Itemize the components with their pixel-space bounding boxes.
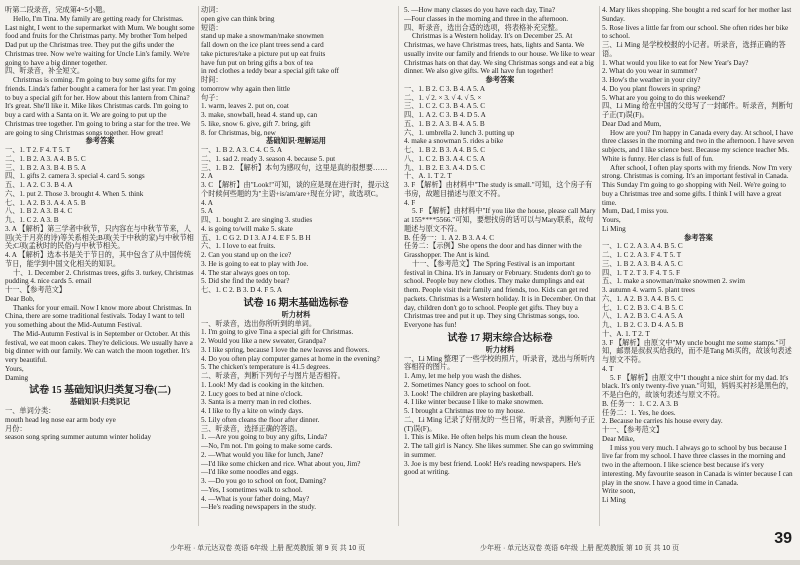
text-line: Daming: [5, 373, 29, 382]
text-line: 3. F 【解析】由材料中"The study is small."可知，这个房子有书房，故题目描述与原文不符。: [404, 181, 593, 198]
text-line: 一、单词分类：: [5, 407, 56, 415]
column-2: [201, 6, 391, 526]
text-line: 5. A: [201, 207, 213, 216]
text-line: 十、1. December 2. Christmas trees, gifts 3. turkey, Christmas pudding 4. nice cards 5. email: [5, 268, 194, 286]
text-line: 四、1. gifts 2. camera 3. special 4. card 5. songs: [5, 172, 145, 181]
text-line: 二、1. sad 2. ready 3. season 4. because 5. put: [201, 154, 336, 163]
text-line: 一、1. C 2. A 3. A 4. B 5. C: [602, 242, 683, 251]
text-line: 2. Sometimes Nancy goes to school on foot.: [404, 380, 531, 389]
text-line: stand up make a snowman/make snowmen: [201, 32, 324, 41]
text-line: Li Ming: [602, 496, 626, 504]
text-line: 短语：: [201, 23, 223, 32]
column-divider: [599, 6, 600, 526]
text-line: 基础知识·理解运用: [266, 137, 326, 146]
text-line: 二、Li Ming 记录了好朋友的一些日常，听录音，判断句子正(T)误(F)。: [404, 415, 595, 433]
text-line: 二、1. C 2. A 3. F 4. T 5. T: [602, 251, 682, 259]
text-line: Write soon,: [602, 487, 636, 496]
text-line: Dear Bob,: [5, 294, 35, 303]
footer-left: 少年班 · 单元达双卷 英语 6年级 上册 配英教版 第 9 页 共 10 页: [170, 545, 366, 552]
text-line: Dear Mike,: [602, 434, 635, 443]
text-line: 五、1. A 2. C 3. B 4. A: [5, 181, 73, 189]
text-line: 二、1. B 2. A 3. A 4. B 5. C: [5, 154, 86, 163]
text-line: 参考答案: [485, 76, 515, 84]
text-line: 四、听录音，补全短文。: [5, 67, 85, 76]
text-line: 3. F 【解析】由原文中"My uncle bought me some stamps."可知，邮票是叔叔买给我的，而不是Tang Mi买的，故该句表述与原文不符。: [602, 338, 792, 364]
text-line: Li Ming: [602, 224, 626, 233]
text-line: 3. autumn 4. warm 5. plant trees: [602, 286, 695, 294]
text-line: —I'd like some chicken and rice. What about you, Jim?: [201, 459, 361, 468]
column-4: [602, 6, 795, 526]
text-line: 2. Can you stand up on the ice?: [201, 251, 292, 259]
text-line: 1. warm, leaves 2. put on, coat: [201, 102, 289, 111]
text-line: 一、1. B 2. C 3. B 4. A 5. A: [404, 84, 486, 93]
text-line: 时间：: [201, 76, 223, 84]
text-line: 3. Santa is a merry man in red clothes.: [201, 398, 312, 407]
text-line: 5. F 【解析】由原文中"I thought a nice shirt for my dad. It's black. It's only twenty-five yuan."可知，妈妈买衬衫是黑色的，不是白色的，故该句表述与原文不符。: [602, 373, 794, 399]
text-line: 三、Li Ming 是学校校报的小记者。听录音，选择正确的答语。: [602, 41, 786, 58]
text-line: 4. —What is your father doing, May?: [201, 494, 310, 503]
text-line: 二、听录音，判断下列句子与图片是否相符。: [201, 372, 345, 380]
text-line: 4. A 【解析】选本书是关于节日的，其中包含了从中国传统节日，能学到中国文化相关的知识。: [5, 251, 191, 268]
text-line: 三、1. B 2. 【解析】本句为感叹句，这里是真的很想要……: [201, 163, 388, 172]
text-line: 任务二：【示例】She opens the door and has dinner with the Grasshopper. The Ant is kind.: [404, 242, 582, 259]
text-line: I miss you very much. I always go to school by bus because I live far from my school. I have three classes in the morning and two in the afternoon. I like science best because it's very interesting. My favourite season in Canada is winter because I can play in the snow. I have a good time in Canada.: [602, 443, 793, 487]
text-line: 七、1. B 2. B 3. A 4. B 5. C: [404, 146, 486, 154]
text-line: Mum, Dad, I miss you.: [602, 207, 669, 216]
text-line: have fun put on bring gifts a box of tea: [201, 58, 313, 67]
text-line: 8. for Christmas, big, new: [201, 128, 276, 137]
text-line: 六、1. put 2. Those 3. brought 4. When 5. think: [5, 189, 144, 198]
text-line: 任务二：1. Yes, he does.: [602, 408, 676, 417]
text-line: 1. What would you like to eat for New Year's Day?: [602, 58, 749, 67]
text-line: 一、听录音，选出你所听到的单词。: [201, 319, 317, 328]
text-line: 4. is going to/will make 5. skate: [201, 224, 293, 233]
text-line: Christmas is a Western holiday. It's on December 25. At Christmas, we have Christmas trees, hats, lights and Santa. We usually invite our family and friends to our house. We like to wear Christmas hats on that day. We sing Christmas songs and eat a big dinner. We also give gifts. We all have fun together!: [404, 32, 595, 76]
text-line: 七、1. A 2. B 3. A 4. A 5. B: [5, 198, 86, 207]
text-line: 十、A. 1. T 2. T: [602, 329, 650, 338]
text-line: 听第二段录音，完成第4~5小题。: [5, 6, 110, 14]
text-line: 2. The tall girl is Nancy. She likes summer. She can go swimming in summer.: [404, 442, 594, 459]
text-line: 试卷 15 基础知识归类复习卷(二): [29, 385, 171, 397]
text-line: 3. A 【解析】第三学者中秋节，只内容在与中秋节节来，人回(关于月亮的诗)等关系相关;B项(关于中秋的家)与中秋节相关;C项(孟秋时的民俗)与中秋节相关。: [5, 224, 194, 251]
text-line: 一、1. T 2. F 4. T 5. T: [5, 146, 71, 154]
text-line: 5. I brought a Christmas tree to my house.: [404, 407, 525, 415]
text-line: 月份：: [5, 424, 27, 433]
text-line: 3. How's the weather in your city?: [602, 76, 701, 84]
text-line: 3. Joe is my best friend. Look! He's reading newspapers. He's good at writing.: [404, 459, 581, 477]
text-line: 1. This is Mike. He often helps his mum clean the house.: [404, 433, 568, 442]
text-line: 三、1. B 2. A 3. B 4. A 5. C: [602, 259, 683, 268]
page-gutter: [398, 6, 399, 526]
text-line: 5. The chicken's temperature is 41.5 degrees.: [201, 363, 331, 372]
text-line: 5. —How many classes do you have each day, Tina?: [404, 6, 556, 14]
text-line: season song spring summer autumn winter holiday: [5, 433, 152, 442]
text-line: 3. make, snowball, head 4. stand up, can: [201, 111, 318, 119]
text-line: 九、1. C 2. A 3. B: [5, 216, 59, 224]
text-line: 九、1. B 2. E 3. A 4. D 5. C: [404, 163, 486, 172]
text-line: 基础知识·归类识记: [70, 398, 130, 407]
text-line: 七、1. C 2. B 3. D 4. F 5. A: [201, 286, 283, 294]
text-line: 1. Amy, let me help you wash the dishes.: [404, 372, 522, 380]
text-line: 三、听录音，选择正确的答语。: [201, 424, 302, 433]
text-line: tomorrow why again then little: [201, 84, 291, 93]
text-line: 三、1. C 2. C 3. B 4. A 5. C: [404, 102, 486, 111]
text-line: 四、听录音，选出合适的选项，将表格补充完整。: [404, 23, 563, 32]
page-number: 39: [774, 530, 792, 547]
text-line: 3. He is going to eat to play with Joe.: [201, 259, 309, 268]
text-line: open give can think bring: [201, 14, 275, 23]
text-line: 4. I like winter because I like to make snowmen.: [404, 398, 544, 407]
text-line: 参考答案: [684, 233, 713, 242]
text-line: 4. Do you often play computer games at home in the evening?: [201, 354, 380, 363]
text-line: The Mid-Autumn Festival is in September or October. At this festival, we eat moon cakes. They're delicious. We usually have a big dinner with our family. We can watch the moon together. It's very beautiful.: [5, 329, 193, 364]
text-line: 5. What are you going to do this weekend?: [602, 93, 726, 102]
text-line: B. 任务一：1. A 2. B 3. A 4. C: [404, 233, 495, 242]
text-line: 试卷 17 期末综合达标卷: [447, 332, 553, 344]
text-line: 三、1. B 2. A 3. B 4. B 5. A: [5, 163, 87, 172]
text-line: 八、1. B 2. A 3. B 4. C: [5, 207, 73, 216]
text-line: 八、1. C 2. B 3. A 4. C 5. A: [404, 154, 486, 163]
text-line: 五、1. make a snowman/make snowmen 2. swim: [602, 277, 745, 286]
text-line: 2. What do you wear in summer?: [602, 67, 698, 76]
text-line: in red clothes a teddy bear a special gift take off: [201, 67, 339, 76]
page-footer: [0, 538, 800, 558]
text-line: 七、1. C 2. B 3. C 4. B 5. C: [602, 303, 684, 312]
text-line: take pictures/take a picture put up eat fruits: [201, 49, 326, 58]
text-line: 十一、【参考范文】: [602, 426, 664, 434]
text-line: 六、1. A 2. B 3. A 4. B 5. C: [602, 294, 684, 303]
text-line: 2. Because he carries his house every day.: [602, 417, 723, 426]
text-line: B. 任务一：1. C 2. A 3. B: [602, 399, 679, 408]
text-line: 四、1. bought 2. are singing 3. studies: [201, 216, 313, 224]
text-line: 3. C 【解析】由"Look!"可知，谈的应是现在进行时，提示这个时候何些题的为"主语+is/am/are+现在分词"，故选项C。: [201, 181, 390, 198]
text-line: mouth head leg nose ear arm body eye: [5, 415, 116, 424]
text-line: 句子：: [201, 93, 223, 102]
text-line: 5. like, snow 6. give, gift 7. bring, gift: [201, 119, 311, 128]
text-line: —Four classes in the morning and three in the afternoon.: [404, 14, 569, 23]
text-line: Yours,: [602, 216, 621, 224]
text-line: 八、1. A 2. B 3. C 4. A 5. A: [602, 312, 684, 321]
text-line: 四、1. A 2. C 3. B 4. D 5. A: [404, 111, 486, 119]
text-line: 一、1. B 2. A 3. C 4. C 5. A: [201, 146, 283, 154]
text-line: 五、1. B 2. A 3. B 4. A 5. B: [404, 119, 485, 128]
text-line: Christmas is coming. I'm going to buy some gifts for my friends. Linda's father bought a camera for her last year. I'm going to buy a special gift for her. How about this lantern from China? It's great. She'll like it. Mike likes Christmas cards. I'm going to buy a card with a Santa on it. We are going to put up the Christmas tree together. I'm going to bring a star for the tree. We are going to sing Christmas songs together. How great!: [5, 76, 195, 137]
text-line: 2. Would you like a new sweater, Grandpa?: [201, 337, 326, 345]
text-line: 六、1. I love to eat fruits.: [201, 242, 276, 251]
column-divider: [198, 6, 199, 526]
text-line: 5. F 【解析】由材料中"If you like the house, please call Mary at 155****5566."可知，要想找房的话可以与Mary联系，故句题述与原文不符。: [404, 207, 596, 233]
text-line: 5. Rose lives a little far from our school. She often rides her bike to school.: [602, 23, 789, 41]
text-line: —No, I'm not. I'm going to make some cards.: [201, 442, 333, 450]
text-line: 试卷 16 期末基础选标卷: [243, 297, 349, 309]
text-line: 2. A: [201, 172, 213, 181]
text-line: 3. —Do you go to school on foot, Daming?: [201, 477, 326, 485]
text-line: 动词：: [201, 6, 223, 14]
footer-right: 少年班 · 单元达双卷 英语 6年级 上册 配英教版 第 10 页 共 10 页: [480, 545, 680, 552]
text-line: 4. A: [201, 198, 213, 207]
text-line: 四、1. T 2. T 3. F 4. T 5. F: [602, 268, 681, 277]
text-line: Thanks for your email. Now I know more about Christmas. In China, there are some traditional festivals. Today I want to tell you something about the Mid-Autumn Festival.: [5, 303, 192, 329]
text-line: 3. Look! The children are playing basketball.: [404, 389, 534, 398]
text-line: Dear Dad and Mum,: [602, 119, 662, 128]
text-line: 1. I'm going to give Tina a special gift for Christmas.: [201, 328, 354, 337]
text-line: 2. Lucy goes to bed at nine o'clock.: [201, 389, 303, 398]
text-line: 十一、【参考范文】The Spring Festival is an important festival in China. It's in January or February. Students don't go to school. People buy new clothes. They make dumplings and eat them. People visit their family and friends, too. Kids can get red packets. Christmas is a Western holiday. It is in December. On that day, children don't go to school. People get gifts. They buy a Christmas tree and put it up. They sing Christmas songs, too. Everyone has fun!: [404, 259, 596, 329]
text-line: 5. Lily often cleans the floor after dinner.: [201, 415, 320, 424]
text-line: 2. —What would you like for lunch, Jane?: [201, 450, 324, 459]
text-line: 1. Look! My dad is cooking in the kitchen.: [201, 380, 324, 389]
text-line: 四、Li Ming 给在中国的父母写了一封邮件。听录音，判断句子正(T)误(F)。: [602, 102, 793, 119]
text-line: 5. Did she find the teddy bear?: [201, 277, 290, 286]
text-line: fall down on the ice plant trees send a card: [201, 41, 324, 49]
text-line: 1. —Are you going to buy any gifts, Linda?: [201, 433, 328, 442]
text-line: 二、1. √ 2. × 3. √ 4. √ 5. ×: [404, 93, 482, 102]
bottom-band: [0, 560, 800, 565]
text-line: Yours,: [5, 364, 24, 373]
text-line: 4. Do you plant flowers in spring?: [602, 84, 701, 93]
text-line: 3. I like spring, because I love the new leaves and flowers.: [201, 345, 370, 354]
text-line: 五、1. C G 2. D I 3. A J 4. E F 5. B H: [201, 233, 311, 242]
text-line: —Yes, I sometimes walk to school.: [201, 485, 303, 494]
text-line: 听力材料: [281, 310, 311, 319]
text-line: 4. F: [404, 198, 416, 207]
text-line: Hello, I'm Tina. My family are getting ready for Christmas. Last night, I went to the supermarket with Mum. We bought some food and fruits for the Christmas party. My brother Tom helped Dad put up the Christmas tree. They put the gifts under the Christmas tree. Now we're waiting for Uncle Lin's family. We're going to have a big dinner together.: [5, 14, 195, 67]
text-line: 4. Mary likes shopping. She bought a red scarf for her mother last Sunday.: [602, 6, 792, 23]
text-line: —He's reading newspapers in the study.: [201, 503, 317, 512]
text-line: 九、1. B 2. C 3. D 4. A 5. B: [602, 321, 684, 329]
text-line: —I'd like some noodles and eggs.: [201, 468, 299, 477]
text-line: 参考答案: [85, 137, 115, 146]
text-line: 十一、【参考范文】: [5, 286, 67, 294]
text-line: 六、1. umbrella 2. lunch 3. putting up: [404, 128, 515, 137]
text-line: 十、A. 1. T 2. T: [404, 172, 452, 181]
text-line: 听力材料: [485, 345, 515, 354]
column-3: [404, 6, 596, 526]
text-line: 4. make a snowman 5. rides a bike: [404, 137, 504, 146]
text-line: 4. T: [602, 364, 614, 373]
text-line: 4. The star always goes on top.: [201, 268, 290, 277]
text-line: 一、Li Ming 整理了一些学校的照片，听录音，选出与所听内容相符的图片。: [404, 354, 595, 372]
column-1: [5, 6, 195, 526]
text-line: How are you? I'm happy in Canada every day. At school, I have three classes in the morning and two in the afternoon. I have seven subjects, and I like science best. Because my science teacher Ms. White is funny. Her class is full of fun.: [602, 128, 794, 163]
text-line: 4. I like to fly a kite on windy days.: [201, 407, 304, 415]
text-line: After school, I often play sports with my friends. Now I'm very strong. Christmas is coming. It's an important festival in Canada. This Sunday I'm going to go shopping with Neil. We're going to buy a Christmas tree and some gifts. I think I will have a great time.: [602, 163, 792, 207]
